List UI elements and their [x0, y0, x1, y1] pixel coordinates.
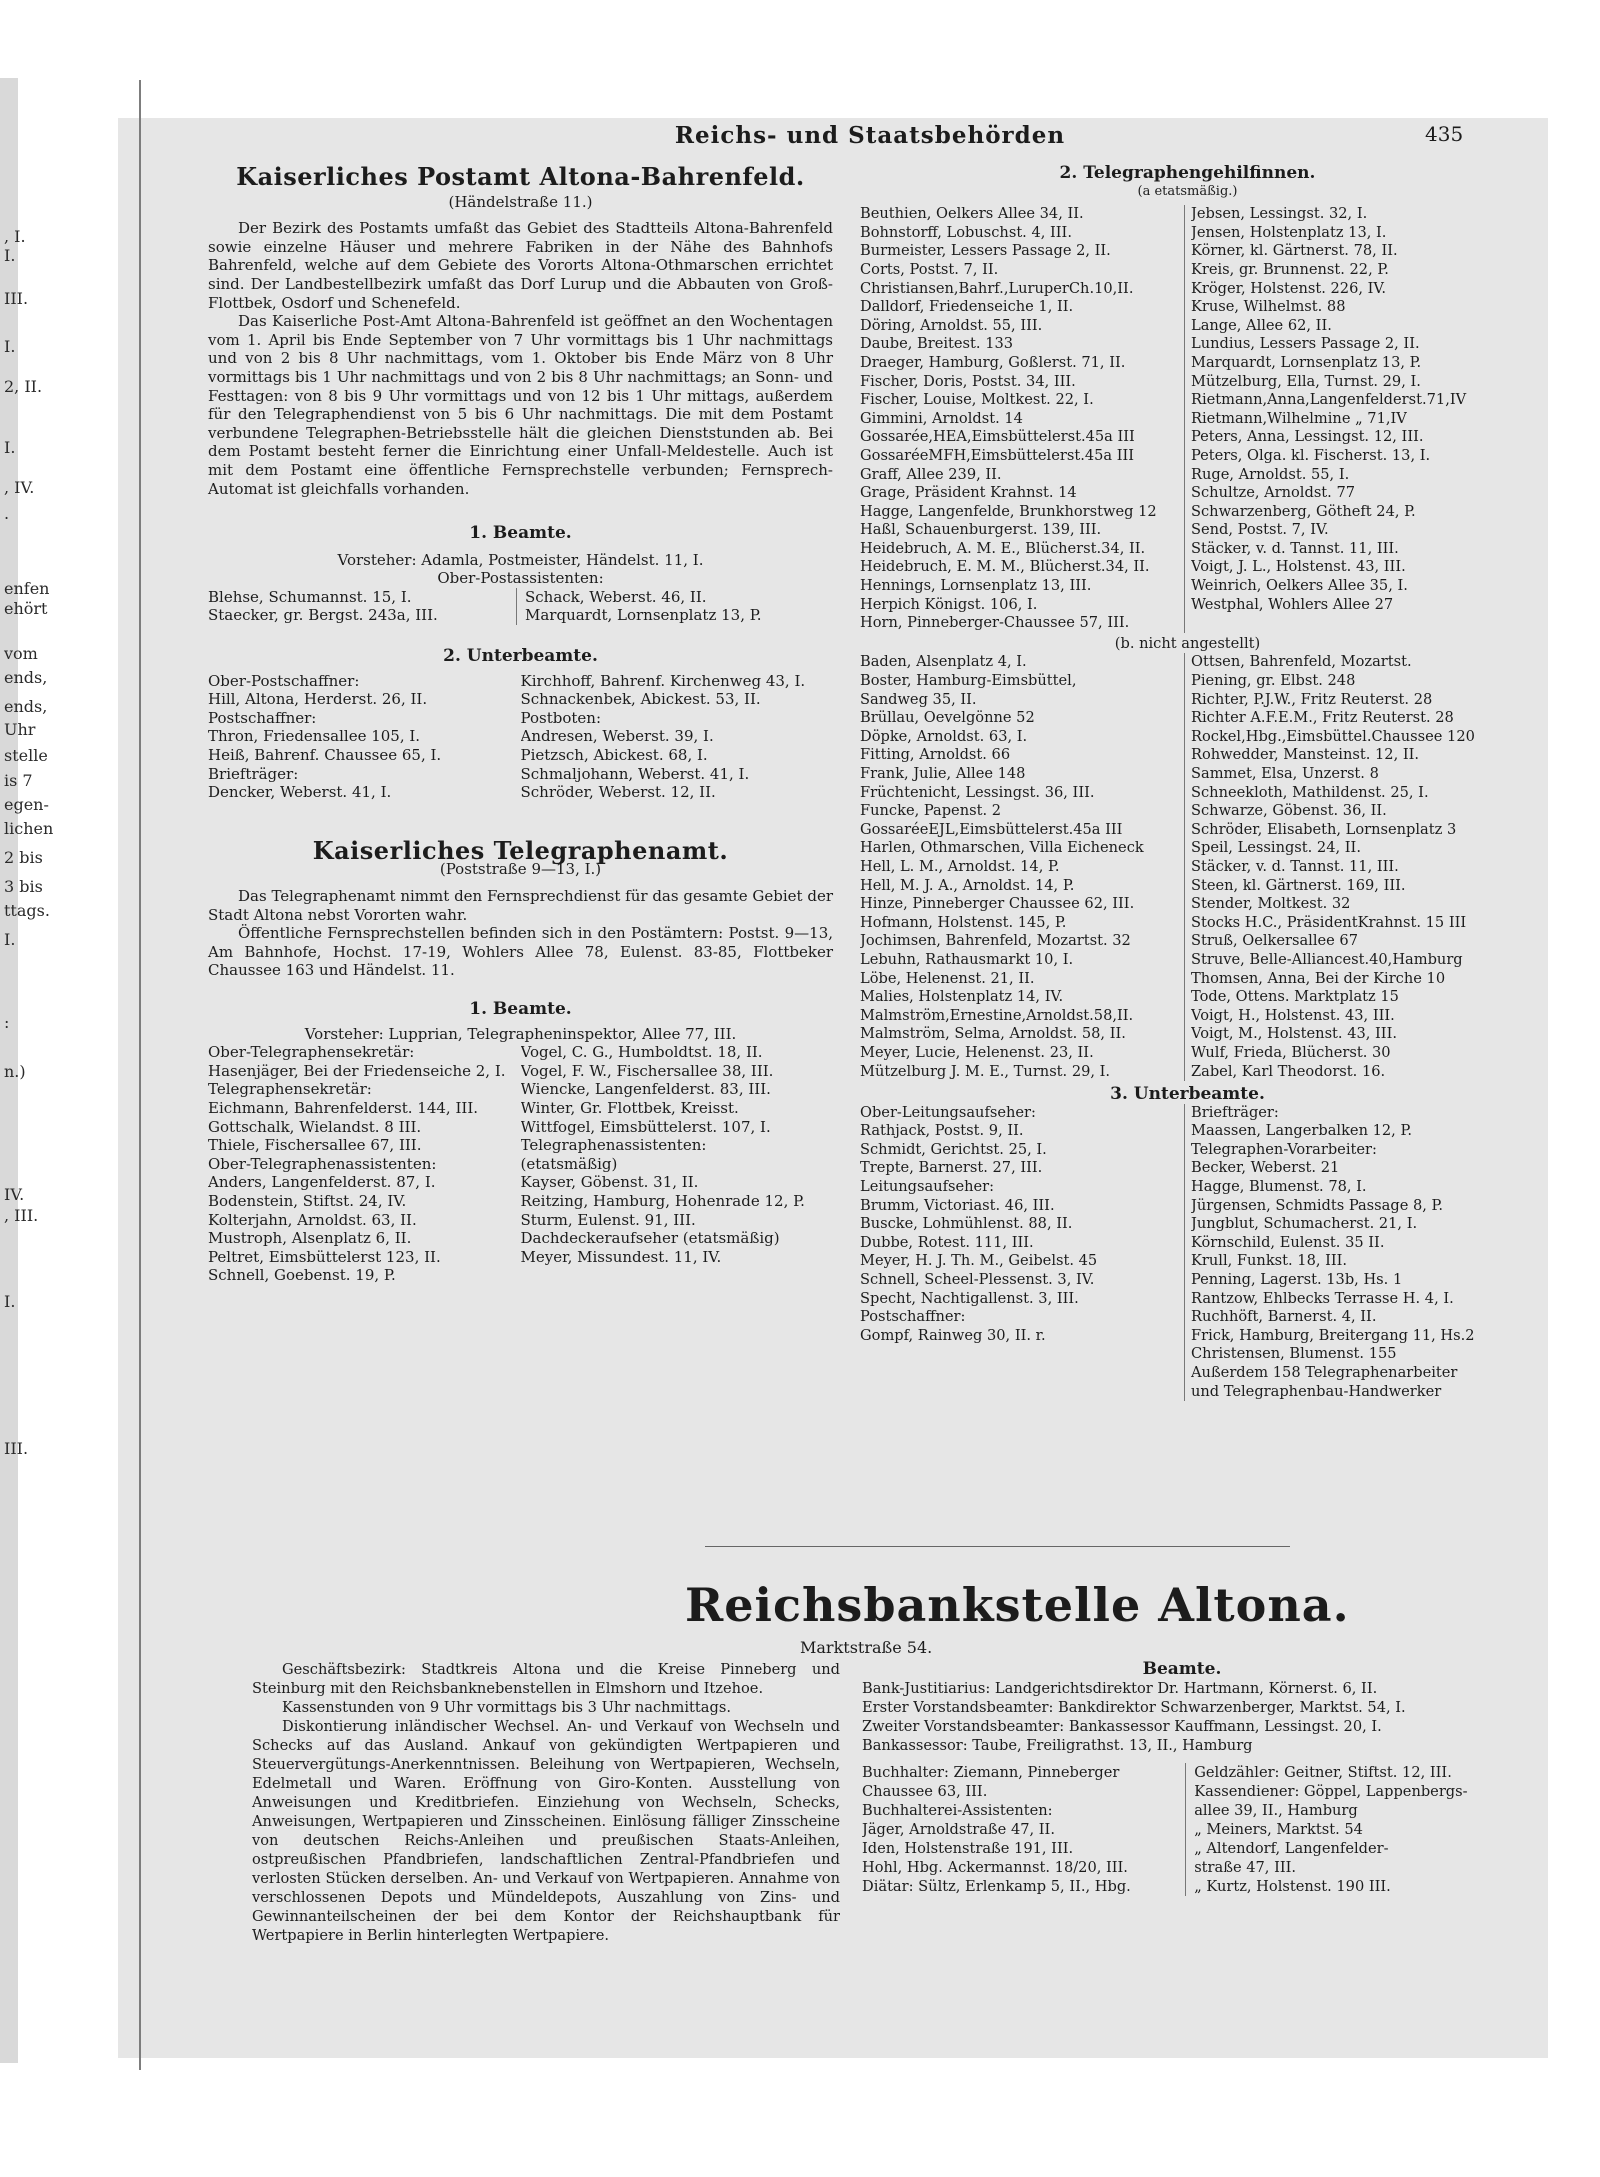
list-entry: Geldzähler: Geitner, Stiftst. 12, III.	[1194, 1764, 1452, 1781]
list-entry: Herpich Königst. 106, I.	[860, 595, 1038, 613]
list-entry: Außerdem 158 Telegraphenarbeiter	[1191, 1364, 1458, 1381]
list-entry: Zabel, Karl Theodorst. 16.	[1191, 1062, 1386, 1080]
list-entry: GossaréeEJL,Eimsbüttelerst.45a III	[860, 820, 1123, 838]
list-entry: Bank-Justitiarius: Landgerichtsdirektor Dr. Hartmann, Körnerst. 6, II.	[862, 1680, 1378, 1697]
list-entry: Krull, Funkst. 18, III.	[1191, 1252, 1348, 1270]
reichsbank-text	[252, 1660, 840, 1945]
list-entry: „ Kurtz, Holstenst. 190 III.	[1194, 1878, 1391, 1895]
telegraphenamt-left-list	[208, 1043, 521, 1285]
list-entry: Christensen, Blumenst. 155	[1191, 1345, 1397, 1363]
list-entry: Jungblut, Schumacherst. 21, I.	[1191, 1215, 1418, 1233]
section-divider	[705, 1546, 1290, 1547]
list-entry: Hennings, Lornsenplatz 13, III.	[860, 577, 1092, 595]
list-entry: Löbe, Helenenst. 21, II.	[860, 969, 1035, 987]
gehilfinnen-left-list	[860, 205, 1184, 633]
reichsbank-staff	[862, 1763, 1502, 1896]
telegraphenamt-beamte-heading: 1. Beamte.	[469, 998, 572, 1019]
list-entry: Peltret, Eimsbüttelerst 123, II.	[208, 1247, 441, 1266]
list-entry: Wittfogel, Eimsbüttelerst. 107, I.	[520, 1117, 771, 1136]
nicht-angestellt-left-list	[860, 653, 1184, 1081]
fragment-text: stelle	[4, 746, 48, 765]
list-entry: Gottschalk, Wielandst. 8 III.	[208, 1117, 422, 1136]
paragraph: Diskontierung inländischer Wechsel. An- und Verkauf von Wechseln und Schecks auf das Ausland. Ankauf von gekündigten Wertpapieren und Steuervergütungs-Anerkenntnissen. Beleihung von Wertpapieren, Wechseln, Edelmetall und Waren. Eröffnung von Giro-Konten. Ausstellung von Anweisungen und Kreditbriefen. Einziehung von Wechseln, Schecks, Anweisungen, Wertpapieren und Zinsscheinen. Einlösung fälliger Zinsscheine von deutschen Reichs-Anleihen und preußischen Staats-Anleihen, ostpreußischen Pfandbriefen, landschaftlichen Zentral-Pfandbriefen und verlosten Stücken derselben. An- und Verkauf von Wertpapieren. Annahme von verschlossenen Depots und Mündeldepots, Auszahlung von Zins- und Gewinnanteilscheinen der bei dem Kontor der Reichshauptbank für Wertpapiere in Berlin hinterlegten Wertpapiere.	[252, 1718, 840, 1944]
list-entry: Heidebruch, A. M. E., Blücherst.34, II.	[860, 539, 1146, 557]
list-entry: Piening, gr. Elbst. 248	[1191, 672, 1356, 690]
list-entry: Westphal, Wohlers Allee 27	[1191, 595, 1394, 613]
telegraphenamt-text2: Öffentliche Fernsprechstellen befinden sich in den Postämtern: Postst. 9—13, Am Bahnhofe, Hochst. 17-19, Wohlers Allee 78, Eulenst. 83-85, Flottbeker Chaussee 163 und Händelst. 11.	[208, 924, 833, 980]
list-entry: Döpke, Arnoldst. 63, I.	[860, 727, 1028, 745]
gehilfinnen-a-lists	[860, 205, 1515, 633]
fragment-text: 2 bis	[4, 848, 43, 867]
list-entry: Schwarzenberg, Götheft 24, P.	[1191, 502, 1416, 520]
list-entry: Voigt, H., Holstenst. 43, III.	[1191, 1006, 1395, 1024]
list-entry: Kassendiener: Göppel, Lappenbergs-	[1194, 1783, 1468, 1800]
list-entry: Boster, Hamburg-Eimsbüttel,	[860, 672, 1077, 690]
list-entry: Wiencke, Langenfelderst. 83, III.	[520, 1080, 771, 1099]
postamt-beamte-heading: 1. Beamte.	[469, 523, 572, 544]
list-entry: Früchtenicht, Lessingst. 36, III.	[860, 783, 1095, 801]
list-entry: Ober-Postschaffner:	[208, 671, 360, 690]
fragment-text: ends,	[4, 697, 48, 716]
list-entry: Bankassessor: Taube, Freiligrathst. 13, II., Hamburg	[862, 1737, 1253, 1754]
fragment-text: 3 bis	[4, 877, 43, 896]
postamt-hours: Das Kaiserliche Post-Amt Altona-Bahrenfeld ist geöffnet an den Wochentagen vom 1. April bis Ende September von 7 Uhr vormittags bis 1 Uhr nachmittags und von 2 bis 8 Uhr nachmittags, vom 1. Oktober bis Ende März von 8 Uhr vormittags bis 1 Uhr nachmittags und von 2 bis 8 Uhr nachmittags; an Sonn- und Festtagen: von 8 bis 9 Uhr vormittags und von 12 bis 1 Uhr mittags, außerdem für den Telegraphendienst von 5 bis 6 Uhr nachmittags. Die mit dem Postamt verbundene Telegraphen-Betriebsstelle hält die gleichen Dienststunden ab. Bei dem Postamt besteht ferner die Einrichtung einer Unfall-Meldestelle. Auch ist mit dem Postamt eine öffentliche Fernsprechstelle verbunden; Fernsprech-Automat ist gleichfalls vorhanden.	[208, 312, 833, 498]
postamt-oberassistenten-heading: Ober-Postassistenten:	[437, 569, 604, 588]
list-entry: Winter, Gr. Flottbek, Kreisst.	[520, 1098, 739, 1117]
reichsbank-beamte-heading: Beamte.	[1142, 1659, 1222, 1679]
list-entry: Draeger, Hamburg, Goßlerst. 71, II.	[860, 353, 1126, 371]
fragment-text: Uhr	[4, 720, 36, 739]
table-row	[208, 588, 833, 607]
list-entry: Send, Postst. 7, IV.	[1191, 521, 1329, 539]
nicht-angestellt-right-list	[1184, 653, 1515, 1081]
list-entry: Specht, Nachtigallenst. 3, III.	[860, 1289, 1079, 1307]
fragment-text: IV.	[4, 1185, 25, 1204]
fragment-text: , III.	[4, 1206, 39, 1225]
list-entry: Schultze, Arnoldst. 77	[1191, 484, 1356, 502]
list-entry: Meyer, H. J. Th. M., Geibelst. 45	[860, 1252, 1098, 1270]
list-entry: Iden, Holstenstraße 191, III.	[862, 1840, 1074, 1857]
telegraphenamt-text1: Das Telegraphenamt nimmt den Fernsprechdienst für das gesamte Gebiet der Stadt Altona nebst Vororten wahr.	[208, 887, 833, 924]
list-entry: Meyer, Lucie, Helenenst. 23, II.	[860, 1043, 1094, 1061]
tel-unterbeamte-lists	[860, 1104, 1515, 1402]
list-entry: Ober-Telegraphenassistenten:	[208, 1154, 437, 1173]
list-entry: Hohl, Hbg. Ackermannst. 18/20, III.	[862, 1859, 1128, 1876]
fragment-text: lichen	[4, 819, 54, 838]
running-title: Reichs- und Staatsbehörden	[674, 122, 1066, 149]
list-entry: Ottsen, Bahrenfeld, Mozartst.	[1191, 653, 1412, 671]
list-entry: Schröder, Weberst. 12, II.	[520, 783, 716, 802]
list-entry: Hell, M. J. A., Arnoldst. 14, P.	[860, 876, 1075, 894]
reichsbank-staff-left	[862, 1763, 1185, 1896]
page-number: 435	[1425, 122, 1464, 146]
telegraphenamt-staff	[208, 1043, 833, 1285]
list-entry: und Telegraphenbau-Handwerker	[1191, 1382, 1442, 1400]
list-entry: Buscke, Lohmühlenst. 88, II.	[860, 1215, 1073, 1233]
list-entry: Frank, Julie, Allee 148	[860, 765, 1026, 782]
list-entry: Kayser, Göbenst. 31, II.	[520, 1173, 699, 1192]
list-entry: Peters, Olga. kl. Fischerst. 13, I.	[1191, 446, 1431, 464]
postamt-oberassistenten-list	[208, 588, 833, 625]
list-entry: (etatsmäßig)	[520, 1154, 618, 1173]
gehilfinnen-section	[860, 164, 1515, 1401]
list-entry: Thiele, Fischersallee 67, III.	[208, 1136, 422, 1155]
list-entry: Richter, P.J.W., Fritz Reuterst. 28	[1191, 690, 1433, 708]
list-entry: Thron, Friedensallee 105, I.	[208, 727, 421, 746]
fragment-text: enfen	[4, 579, 50, 598]
list-entry: Pietzsch, Abickest. 68, I.	[520, 746, 708, 765]
paragraph: Geschäftsbezirk: Stadtkreis Altona und die Kreise Pinneberg und Steinburg mit den Reichsbanknebenstellen in Elmshorn und Itzehoe.	[252, 1661, 840, 1697]
paragraph: Kassenstunden von 9 Uhr vormittags bis 3 Uhr nachmittags.	[282, 1699, 731, 1716]
telegraphenamt-title: Kaiserliches Telegraphenamt.	[312, 835, 729, 865]
list-entry: Ruchhöft, Barnerst. 4, II.	[1191, 1308, 1377, 1326]
list-entry: Jochimsen, Bahrenfeld, Mozartst. 32	[860, 932, 1131, 950]
fragment-text: I.	[4, 246, 16, 265]
list-entry: Baden, Alsenplatz 4, I.	[860, 653, 1027, 671]
list-entry: Briefträger:	[208, 764, 299, 783]
fragment-text: I.	[4, 337, 16, 356]
fragment-text: n.)	[4, 1062, 26, 1081]
list-entry: Stäcker, v. d. Tannst. 11, III.	[1191, 857, 1399, 875]
list-entry: Kolterjahn, Arnoldst. 63, II.	[208, 1210, 417, 1229]
list-entry: Lebuhn, Rathausmarkt 10, I.	[860, 950, 1074, 968]
list-entry: Funcke, Papenst. 2	[860, 802, 1002, 820]
list-entry: Fischer, Doris, Postst. 34, III.	[860, 372, 1076, 390]
list-entry: Trepte, Barnerst. 27, III.	[860, 1159, 1043, 1177]
list-entry: Schmidt, Gerichtst. 25, I.	[860, 1140, 1047, 1158]
list-entry: Steen, kl. Gärtnerst. 169, III.	[1191, 876, 1406, 894]
list-entry: Lundius, Lessers Passage 2, II.	[1191, 335, 1420, 353]
list-entry: Meyer, Missundest. 11, IV.	[520, 1247, 722, 1266]
list-entry: Hell, L. M., Arnoldst. 14, P.	[860, 857, 1060, 875]
list-entry: Erster Vorstandsbeamter: Bankdirektor Schwarzenberger, Marktst. 54, I.	[862, 1699, 1406, 1716]
list-entry: Kruse, Wilhelmst. 88	[1191, 298, 1346, 316]
list-entry: Marquardt, Lornsenplatz 13, P.	[1191, 353, 1422, 371]
list-entry: Buchhalterei-Assistenten:	[862, 1802, 1053, 1819]
list-entry: Voigt, M., Holstenst. 43, III.	[1191, 1025, 1397, 1043]
list-entry: Haßl, Schauenburgerst. 139, III.	[860, 521, 1102, 539]
list-entry: Andresen, Weberst. 39, I.	[520, 727, 714, 746]
table-cell: Staecker, gr. Bergst. 243a, III.	[208, 606, 438, 625]
list-entry: Körnschild, Eulenst. 35 II.	[1191, 1233, 1385, 1251]
list-entry: Ruge, Arnoldst. 55, I.	[1191, 465, 1350, 483]
list-entry: Dencker, Weberst. 41, I.	[208, 783, 392, 802]
fragment-text: vom	[4, 644, 38, 663]
list-entry: Anders, Langenfelderst. 87, I.	[208, 1173, 436, 1192]
postamt-description: Der Bezirk des Postamts umfaßt das Gebiet des Stadtteils Altona-Bahrenfeld sowie einzelne Häuser und mehrere Fabriken in der Nähe des Bahnhofs Bahrenfeld, welche auf dem Gebiete des Vororts Altona-Othmarschen errichtet sind. Der Landbestellbezirk umfaßt das Dorf Lurup und die Abbauten von Groß-Flottbek, Osdorf und Schenefeld.	[208, 219, 833, 312]
list-entry: Wulf, Frieda, Blücherst. 30	[1191, 1043, 1391, 1061]
list-entry: Gimmini, Arnoldst. 14	[860, 409, 1023, 427]
list-entry: Telegraphensekretär:	[208, 1080, 372, 1099]
list-entry: Struve, Belle-Alliancest.40,Hamburg	[1191, 950, 1463, 968]
list-entry: Frick, Hamburg, Breitergang 11, Hs.2	[1191, 1326, 1475, 1344]
list-entry: Leitungsaufseher:	[860, 1178, 995, 1196]
list-entry: Stocks H.C., PräsidentKrahnst. 15 III	[1191, 913, 1467, 931]
list-entry: Kirchhoff, Bahrenf. Kirchenweg 43, I.	[520, 671, 806, 690]
list-entry: Jäger, Arnoldstraße 47, II.	[862, 1821, 1055, 1838]
fragment-text: egen-	[4, 795, 49, 814]
list-entry: Corts, Postst. 7, II.	[860, 260, 999, 278]
list-entry: Schnell, Scheel-Plessenst. 3, IV.	[860, 1271, 1095, 1289]
list-entry: Peters, Anna, Lessingst. 12, III.	[1191, 428, 1424, 446]
list-entry: Kröger, Holstenst. 226, IV.	[1191, 279, 1387, 297]
list-entry: Schnackenbek, Abickest. 53, II.	[520, 690, 761, 709]
list-entry: Voigt, J. L., Holstenst. 43, III.	[1191, 558, 1406, 576]
list-entry: Tode, Ottens. Marktplatz 15	[1191, 988, 1399, 1006]
table-cell: Blehse, Schumannst. 15, I.	[208, 587, 412, 606]
telegraphenamt-vorsteher: Vorsteher: Lupprian, Telegrapheninspektor, Allee 77, III.	[304, 1024, 737, 1043]
reichsbank-title: Reichsbankstelle Altona.	[685, 1578, 1350, 1632]
gehilfinnen-heading: 2. Telegraphengehilfinnen.	[1059, 163, 1316, 183]
fragment-text: , I.	[4, 227, 26, 246]
list-entry: Stender, Moltkest. 32	[1191, 895, 1351, 913]
list-entry: Eichmann, Bahrenfelderst. 144, III.	[208, 1098, 479, 1117]
list-entry: Christiansen,Bahrf.,LuruperCh.10,II.	[860, 279, 1134, 297]
fragment-text: III.	[4, 1439, 29, 1458]
telegraphenamt-right-list	[521, 1043, 834, 1285]
list-entry: Schwarze, Göbenst. 36, II.	[1191, 802, 1387, 820]
list-entry: Ober-Telegraphensekretär:	[208, 1043, 415, 1062]
list-entry: Rockel,Hbg.,Eimsbüttel.Chaussee 120	[1191, 727, 1475, 745]
list-entry: Sammet, Elsa, Unzerst. 8	[1191, 765, 1379, 782]
list-entry: straße 47, III.	[1194, 1859, 1297, 1876]
list-entry: Harlen, Othmarschen, Villa Eicheneck	[860, 839, 1144, 857]
list-entry: Rohwedder, Mansteinst. 12, II.	[1191, 746, 1420, 764]
list-entry: Daube, Breitest. 133	[860, 335, 1014, 353]
list-entry: Schmaljohann, Weberst. 41, I.	[520, 764, 750, 783]
list-entry: Telegraphen-Vorarbeiter:	[1191, 1140, 1377, 1158]
list-entry: Heiß, Bahrenf. Chaussee 65, I.	[208, 746, 442, 765]
table-row	[208, 606, 833, 625]
fragment-text: I.	[4, 438, 16, 457]
list-entry: Mützelburg, Ella, Turnst. 29, I.	[1191, 372, 1421, 390]
list-entry: Döring, Arnoldst. 55, III.	[860, 316, 1043, 334]
list-entry: Becker, Weberst. 21	[1191, 1159, 1340, 1177]
list-entry: Gossarée,HEA,Eimsbüttelerst.45a III	[860, 428, 1135, 446]
list-entry: Hagge, Langenfelde, Brunkhorstweg 12	[860, 502, 1157, 520]
list-entry: Richter A.F.E.M., Fritz Reuterst. 28	[1191, 709, 1454, 727]
list-entry: Körner, kl. Gärtnerst. 78, II.	[1191, 242, 1398, 260]
list-entry: Bohnstorff, Lobuschst. 4, III.	[860, 223, 1072, 241]
list-entry: Stäcker, v. d. Tannst. 11, III.	[1191, 539, 1399, 557]
list-entry: Horn, Pinneberger-Chaussee 57, III.	[860, 614, 1130, 632]
fragment-text: I.	[4, 930, 16, 949]
list-entry: Hinze, Pinneberger Chaussee 62, III.	[860, 895, 1135, 913]
list-entry: Brüllau, Oevelgönne 52	[860, 709, 1035, 727]
reichsbank-officers	[862, 1679, 1502, 1755]
list-entry: Struß, Oelkersallee 67	[1191, 932, 1358, 950]
previous-page-fragment	[0, 0, 70, 2177]
list-entry: Reitzing, Hamburg, Hohenrade 12, P.	[520, 1191, 805, 1210]
list-entry: Ober-Leitungsaufseher:	[860, 1103, 1036, 1121]
list-entry: Gompf, Rainweg 30, II. r.	[860, 1326, 1046, 1344]
fragment-text: III.	[4, 289, 29, 308]
postamt-section	[208, 162, 833, 1285]
list-entry: Dalldorf, Friedenseiche 1, II.	[860, 298, 1074, 316]
telegraphenamt-address: (Poststraße 9—13, I.)	[439, 860, 602, 879]
fragment-text: ends,	[4, 668, 48, 687]
list-entry: Hasenjäger, Bei der Friedenseiche 2, I.	[208, 1061, 506, 1080]
postamt-unterbeamte	[208, 672, 833, 802]
fragment-text: , IV.	[4, 478, 35, 497]
fragment-text: ehört	[4, 599, 48, 618]
list-entry: Thomsen, Anna, Bei der Kirche 10	[1191, 969, 1446, 987]
list-entry: Schröder, Elisabeth, Lornsenplatz 3	[1191, 820, 1457, 838]
tel-unterbeamte-left-list	[860, 1104, 1184, 1402]
reichsbank-staff-right	[1185, 1763, 1502, 1896]
fragment-text: 2, II.	[4, 377, 43, 396]
list-entry: Briefträger:	[1191, 1103, 1279, 1121]
list-entry: Bodenstein, Stiftst. 24, IV.	[208, 1191, 407, 1210]
list-entry: Jebsen, Lessingst. 32, I.	[1191, 205, 1368, 223]
table-cell: Schack, Weberst. 46, II.	[516, 588, 833, 607]
postamt-address: (Händelstraße 11.)	[448, 192, 593, 211]
list-entry: Mustroph, Alsenplatz 6, II.	[208, 1229, 412, 1248]
list-entry: Sturm, Eulenst. 91, III.	[520, 1210, 696, 1229]
list-entry: Hofmann, Holstenst. 145, P.	[860, 913, 1067, 931]
list-entry: Grage, Präsident Krahnst. 14	[860, 484, 1077, 502]
list-entry: Kreis, gr. Brunnenst. 22, P.	[1191, 260, 1389, 278]
list-entry: Postschaffner:	[208, 708, 317, 727]
fragment-text: ttags.	[4, 901, 50, 920]
list-entry: Sandweg 35, II.	[860, 690, 977, 708]
list-entry: Buchhalter: Ziemann, Pinneberger	[862, 1764, 1120, 1781]
list-entry: allee 39, II., Hamburg	[1194, 1802, 1358, 1819]
page-spine-rule	[139, 80, 141, 2070]
reichsbank-address: Marktstraße 54.	[800, 1638, 933, 1657]
list-entry: Telegraphenassistenten:	[520, 1136, 707, 1155]
list-entry: Rathjack, Postst. 9, II.	[860, 1122, 1024, 1140]
list-entry: Rietmann,Wilhelmine „ 71,IV	[1191, 409, 1407, 427]
unterbeamte-right-list	[521, 672, 834, 802]
list-entry: Jürgensen, Schmidts Passage 8, P.	[1191, 1196, 1444, 1214]
list-entry: „ Altendorf, Langenfelder-	[1194, 1840, 1389, 1857]
list-entry: Malmström,Ernestine,Arnoldst.58,II.	[860, 1006, 1134, 1024]
list-entry: Brumm, Victoriast. 46, III.	[860, 1196, 1055, 1214]
list-entry: Lange, Allee 62, II.	[1191, 316, 1332, 334]
list-entry: Malies, Holstenplatz 14, IV.	[860, 988, 1064, 1006]
list-entry: Fitting, Arnoldst. 66	[860, 746, 1011, 764]
list-entry: Maassen, Langerbalken 12, P.	[1191, 1122, 1412, 1140]
list-entry: Mützelburg J. M. E., Turnst. 29, I.	[860, 1062, 1111, 1080]
list-entry: Vogel, F. W., Fischersallee 38, III.	[520, 1061, 774, 1080]
list-entry: Burmeister, Lessers Passage 2, II.	[860, 242, 1111, 260]
gehilfinnen-right-list	[1184, 205, 1515, 633]
list-entry: Graff, Allee 239, II.	[860, 465, 1002, 483]
gehilfinnen-b-lists	[860, 653, 1515, 1081]
list-entry: Zweiter Vorstandsbeamter: Bankassessor Kauffmann, Lessingst. 20, I.	[862, 1718, 1382, 1735]
fragment-text: :	[4, 1013, 10, 1032]
list-entry: GossaréeMFH,Eimsbüttelerst.45a III	[860, 446, 1135, 464]
reichsbank-beamte	[862, 1660, 1502, 1896]
fragment-text: .	[4, 504, 10, 523]
tel-unterbeamte-heading: 3. Unterbeamte.	[1110, 1084, 1265, 1105]
list-entry: Schnell, Goebenst. 19, P.	[208, 1266, 396, 1285]
list-entry: Hagge, Blumenst. 78, I.	[1191, 1178, 1367, 1196]
list-entry: Vogel, C. G., Humboldtst. 18, II.	[520, 1043, 763, 1062]
list-entry: Hill, Altona, Herderst. 26, II.	[208, 690, 428, 709]
unterbeamte-left-list	[208, 672, 521, 802]
list-entry: Penning, Lagerst. 13b, Hs. 1	[1191, 1271, 1403, 1289]
list-entry: „ Meiners, Marktst. 54	[1194, 1821, 1363, 1838]
list-entry: Postschaffner:	[860, 1308, 966, 1326]
list-entry: Fischer, Louise, Moltkest. 22, I.	[860, 391, 1094, 409]
list-entry: Rietmann,Anna,Langenfelderst.71,IV	[1191, 391, 1467, 409]
list-entry: Diätar: Sültz, Erlenkamp 5, II., Hbg.	[862, 1878, 1131, 1895]
list-entry: Chaussee 63, III.	[862, 1783, 988, 1800]
fragment-text: is 7	[4, 771, 33, 790]
list-entry: Postboten:	[520, 708, 601, 727]
postamt-title: Kaiserliches Postamt Altona-Bahrenfeld.	[236, 162, 805, 191]
tel-unterbeamte-right-list	[1184, 1104, 1515, 1402]
list-entry: Dachdeckeraufseher (etatsmäßig)	[520, 1229, 780, 1248]
list-entry: Dubbe, Rotest. 111, III.	[860, 1233, 1034, 1251]
gehilfinnen-sub: (a etatsmäßig.)	[1137, 183, 1238, 199]
postamt-unterbeamte-heading: 2. Unterbeamte.	[443, 646, 598, 667]
list-entry: Weinrich, Oelkers Allee 35, I.	[1191, 577, 1408, 595]
list-entry: Schneekloth, Mathildenst. 25, I.	[1191, 783, 1429, 801]
list-entry: Jensen, Holstenplatz 13, I.	[1191, 223, 1387, 241]
list-entry: Beuthien, Oelkers Allee 34, II.	[860, 205, 1084, 223]
postamt-vorsteher: Vorsteher: Adamla, Postmeister, Händelst. 11, I.	[337, 550, 704, 569]
list-entry: Speil, Lessingst. 24, II.	[1191, 839, 1361, 857]
list-entry: Malmström, Selma, Arnoldst. 58, II.	[860, 1025, 1126, 1043]
table-cell: Marquardt, Lornsenplatz 13, P.	[516, 606, 833, 625]
fragment-text: I.	[4, 1292, 16, 1311]
list-entry: Rantzow, Ehlbecks Terrasse H. 4, I.	[1191, 1289, 1454, 1307]
nicht-angestellt-heading: (b. nicht angestellt)	[1114, 634, 1261, 652]
list-entry: Heidebruch, E. M. M., Blücherst.34, II.	[860, 558, 1150, 576]
